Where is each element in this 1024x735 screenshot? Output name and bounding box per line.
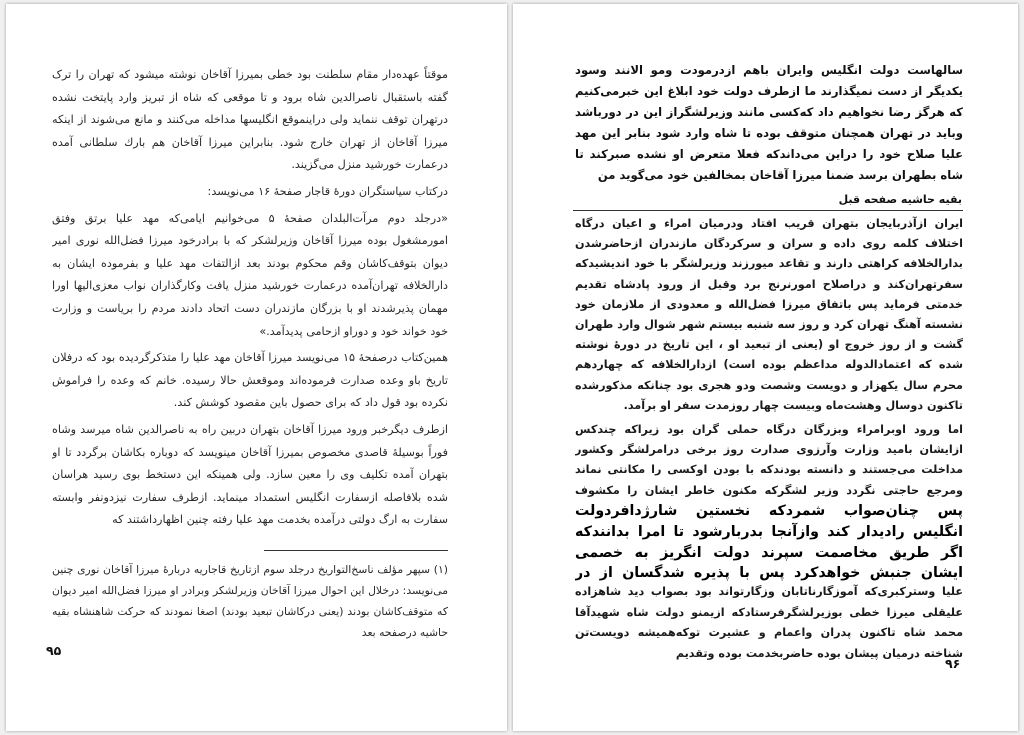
continued-footnote-heading: بقیه حاشیه صفحه قبل [838,193,962,206]
left-footnote [52,559,448,659]
right-large-paragraph [575,501,963,583]
left-paragraph: همین‌کتاب درصفحهٔ ۱۵ می‌نویسد میرزا آقاخان مهد علیا را متذکرگردیده بود که درفلان تاریخ باو وعده صدارت فرموده‌اند وموقعش حالا رسیده. خانم که وعده را فراموش نکرده بود قول داد که برای حصول باین مقصود کوشش کند. [52,351,448,410]
left-paragraph: درکتاب سیاستگران دورهٔ قاجار صفحهٔ ۱۶ می‌نویسد: [207,184,448,198]
left-paragraph: موقتاً عهده‌دار مقام سلطنت بود خطی بمیرزا آقاخان نوشته میشود که تهران را ترک گفته باستقبال ناصرالدین شاه برود و تا موقعی که شاه از تبریز وارد پایتخت نشده درتهران توقف ننماید ولی دراینموقع انگلیسها مداخله می‌کنند و مانع می‌شوند از اینکه میرزا آقاخان از تهران خارج شود. بنابراین میرزا آقاخان هم بارك سلطانی آمده درعمارت خورشید منزل می‌گزیند. [52,68,448,172]
left-paragraph-quote: «درجلد دوم مرآت‌البلدان صفحهٔ ۵ می‌خوانیم ایامی‌که مهد علیا برتق وفتق امورمشغول بوده میرزا آقاخان وزیرلشکر که با برادرخود میرزا فضل‌الله نوری امیر دیوان بتوقف‌کاشان وقم محکوم بودند بعد ازالتفات مهد علیا و بفرموده ایشان به دارالخلافه تهران‌آمده درعمارت خورشید منزل یافت وکارگذاران نواب معزی‌الیها اورا مهمان پذیرشدند او با بزرگان مازندران دست اتحاد دادند مردم را بریاست و وزارت خود خواند خود و دوراو ازحامی پدیدآمد.» [52,211,448,338]
left-page [6,4,507,731]
right-top-paragraph [575,60,963,188]
annotation-paragraph: اما ورود اوبرامراء وبزرگان درگاه حملی گران بود زیراکه چندکس ازایشان بامید وزارت وآرزوی صدارت روز برخی درامرلشگر وکشور مداخلت می‌جستند و دانسته بودندکه با بودن اوکسی را مکانتی نماند ومرجع حاجتی نگردد وزیر لشگرکه مکنون خاطر ایشان را مکشوف [575,423,963,497]
right-page [513,4,1018,731]
large-paragraph: پس چنان‌صواب شمردکه نخستین شارژدافردولت انگلیس رادیدار کند وازآنجا بدربارشود تا امرا بدانندکه اگر طریق مخاصمت سپرند دولت انگریز به خصمی ایشان جنبش خواهدکرد پس با پذیره شدگسان از در [575,503,963,582]
bottom-paragraph: علیا وسترکبری‌که آموزگارناتابان وزگارتواند بود بصواب دید شاهزاده علیقلی میرزا خطی بوزیرلشگرفرستادکه ازیمنو دولت شاه شهیدآقا محمد شاه تاکنون پدران واعمام و عشیرت توکه‌همیشه دویست‌تن شناخته درمیان پیشان بوده حاضربخدمت بوده وتقدیم [575,585,963,660]
left-page-number: ۹۵ [46,643,62,658]
annotation-paragraph: ایران ازآذربایجان بتهران قریب افتاد ودرمیان امراء و اعیان درگاه اختلاف کلمه روی داده و سران و سرکردگان مازندران ازحاضرشدن بدارالخلافه کراهتی دارند و تقاعد میورزند وزیرلشگر با خود اندیشیدکه سفرتهران‌کند و دراصلاح امورنرنج برد وقبل از ورود پادشاه تقدیم خدمتی فرماید پس باتفاق میرزا فضل‌الله و معدودی از ملازمان خود نشسته آهنگ تهران کرد و روز سه شنبه بیستم شهر شوال وارد طهران گشت و از روز خروج او (یعنی از تبعید او ، این تاریخ در دورهٔ نوشته شده که اعتمادالدوله مداعظم بوده است) ازدارالخلافه که چهاردهم محرم سال یکهزار و دویست وشصت ودو هجری بود چنانکه مذکورشده تاکنون دوسال وهشت‌ماه وبیست چهار روزمدت سفر او برآمد. [575,217,963,412]
left-page-body [52,64,448,544]
footnote-divider [264,550,448,551]
right-divider [573,210,963,211]
footnote-text: (۱) سپهر مؤلف ناسخ‌التواریخ درجلد سوم ازتاریخ قاجاریه دربارهٔ میرزا آقاخان نوری چنین می‌نویسد: درخلال این احوال میرزا آقاخان وزیرلشکر وبرادر او میرزا فضل‌الله امیر دیوان که متوقف‌کاشان بودند (یعنی درکاشان تبعید بودند) اصغا نمودند که حرکت شاهنشاه بقیه حاشیه درصفحه بعد [52,563,448,639]
right-paragraph: سالهاست دولت انگلیس وایران باهم ازدرمودت ومو الانند وسود یکدیگر از دست نمیگذارند ما ازطرف دولت خود ابلاغ این خبرمی‌کنیم که هرگز رضا نخواهیم داد که‌کسی مانند وزیرلشگراز این در دورباشد وباید در تهران همچنان متوقف بوده تا شاه وارد شود بنابر این مهد علیا صلاح خود را دراین می‌داندکه فعلا متعرض او نشده صبرکند تا شاه بطهران برسد ضمنا میرزا آقاخان بمخالفین خود می‌گوید من [575,63,963,182]
right-page-number: ۹۶ [945,656,961,671]
right-annotation [575,214,963,499]
right-bottom-paragraph [575,582,963,668]
left-paragraph: ازطرف دیگرخبر ورود میرزا آقاخان بتهران دربین راه به ناصرالدین شاه میرسد وشاه فوراً بوسیلهٔ قاصدی مخصوص بمیرزا آقاخان مینویسد که دوباره بکاشان برگردد تا او بتهران آمده تکلیف وی را معین سازد. ولی همینکه این دستخط بوی رسید هراسان شده بلافاصله ازسفارت انگلیس استمداد مینماید. ازطرف سفارت نیزدونفر وابسته سفارت به ارگ دولتی درآمده بخدمت مهد علیا رفته چنین اظهارداشتند که [52,422,448,527]
